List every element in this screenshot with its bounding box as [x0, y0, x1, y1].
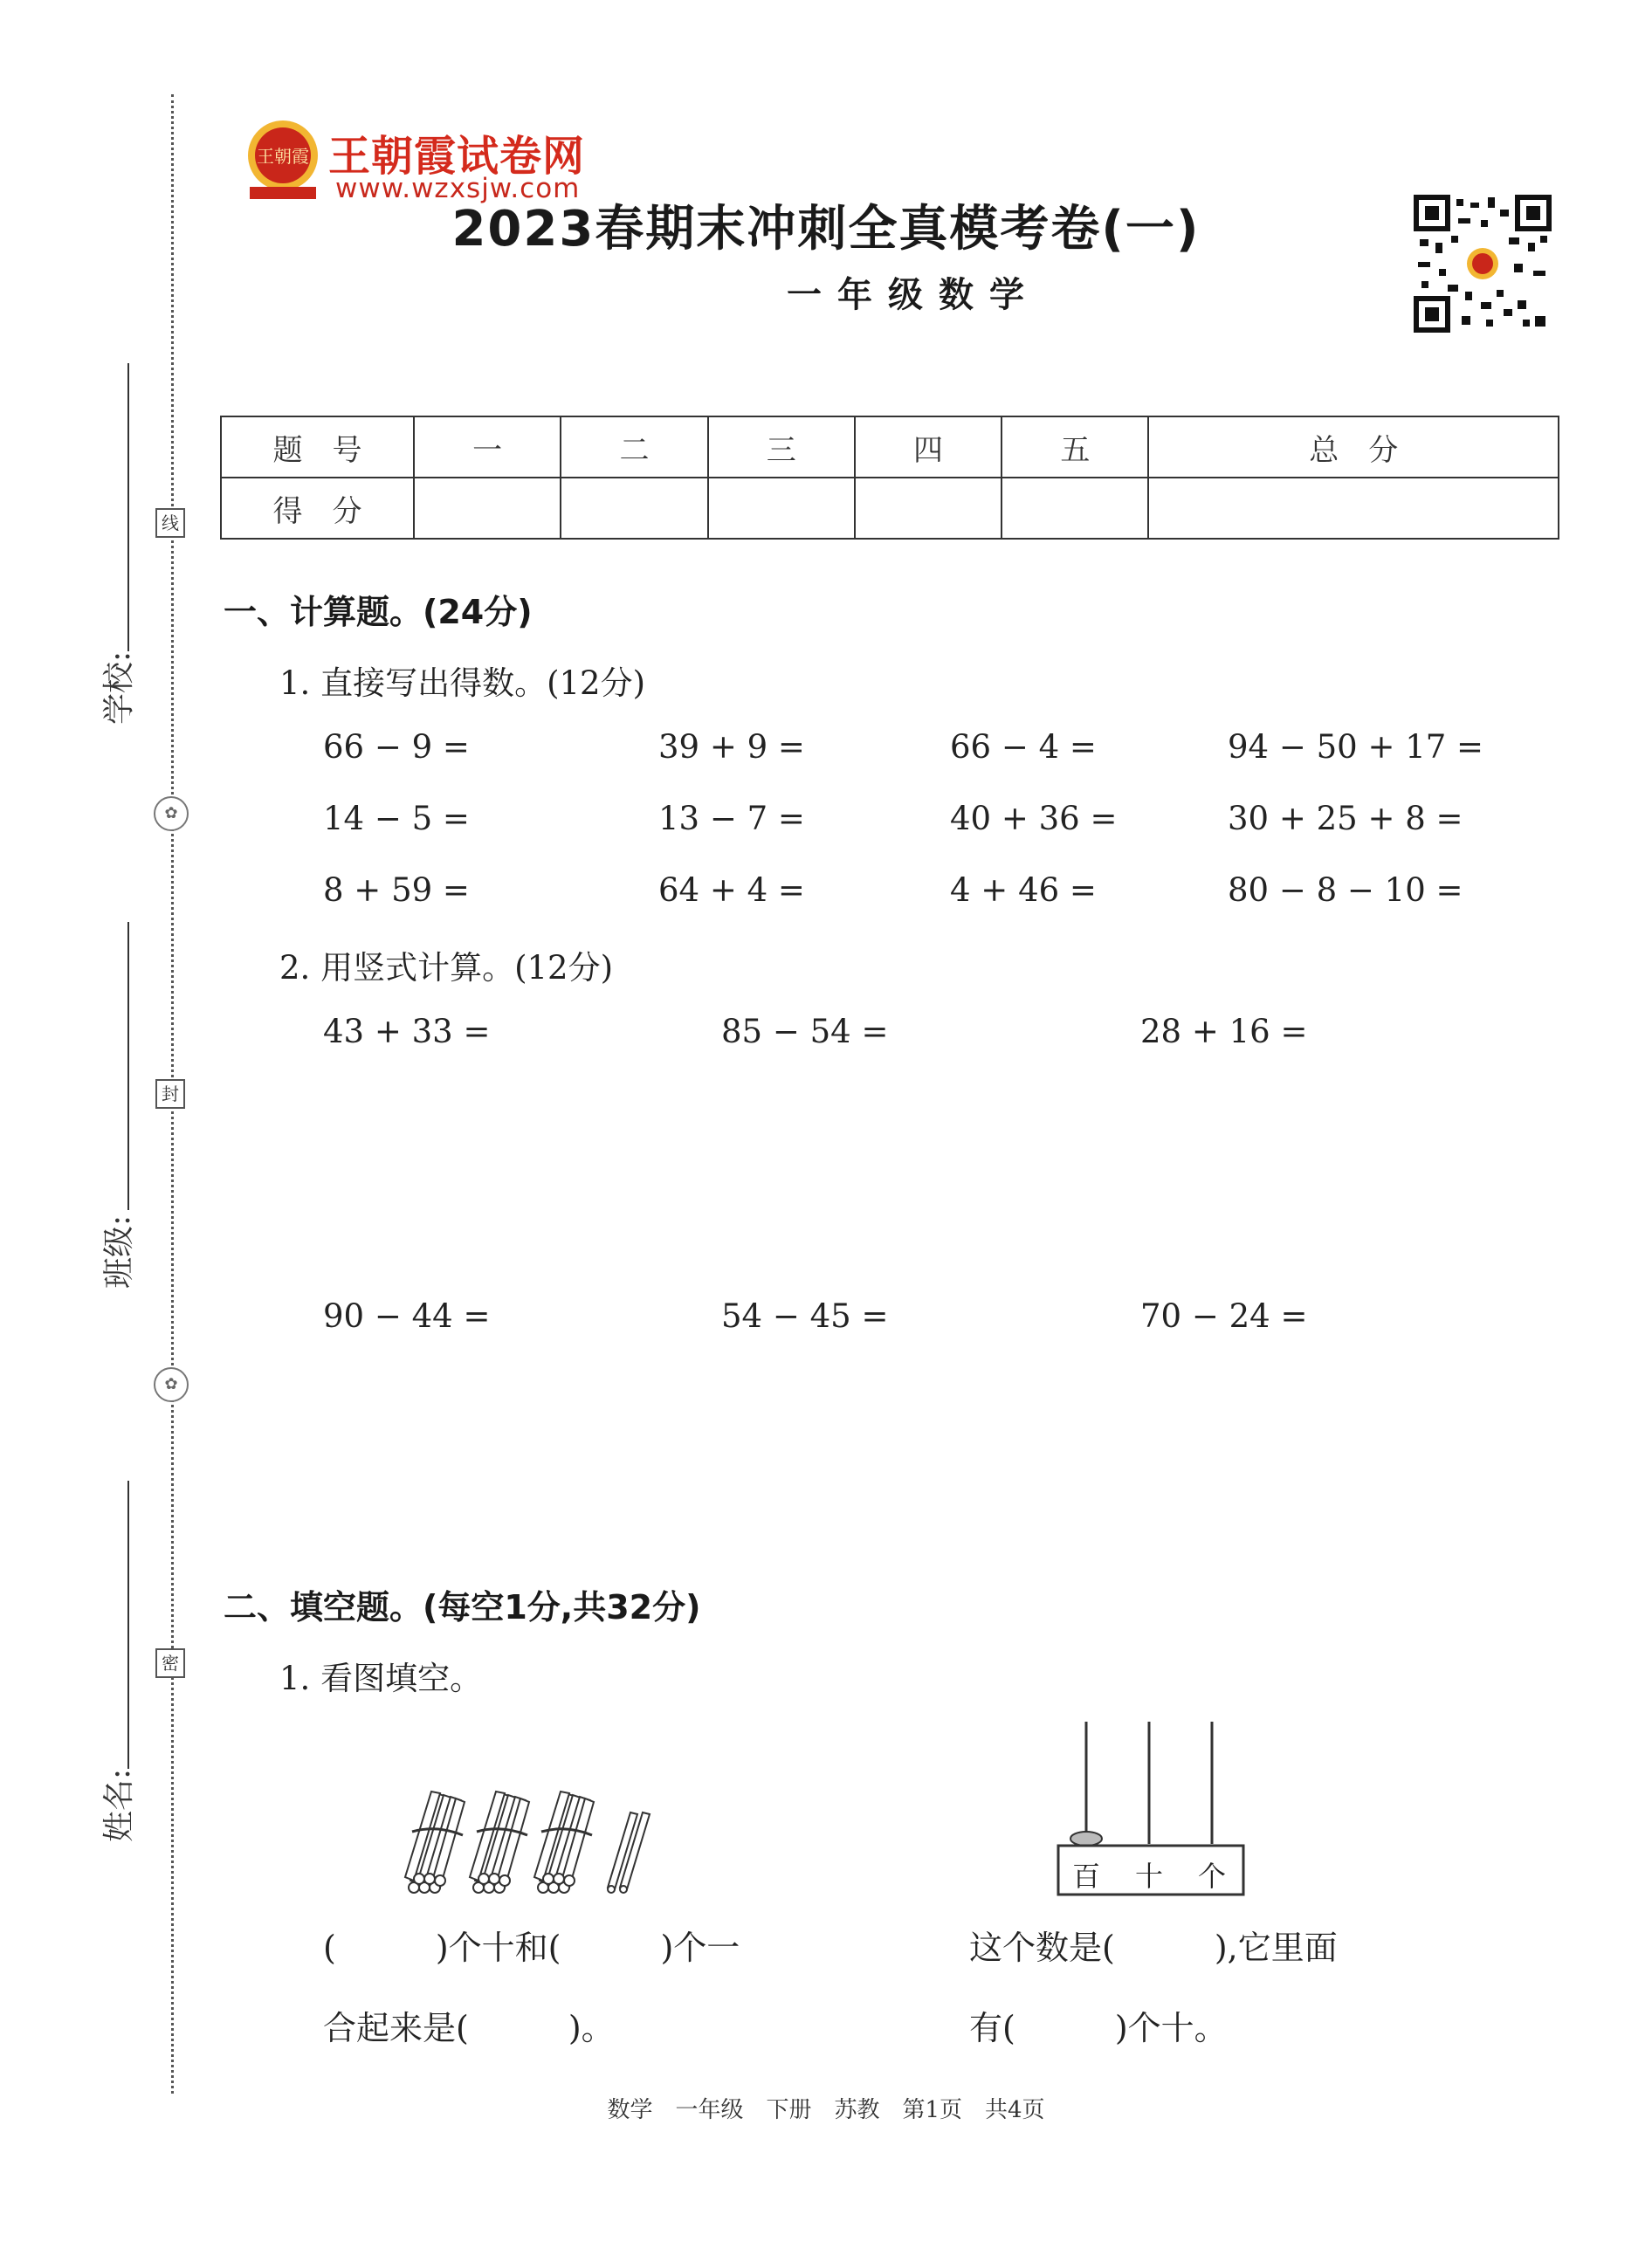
abacus-label-ones: 个	[1198, 1860, 1227, 1893]
score-cell[interactable]	[1148, 478, 1559, 539]
table-cell-header: 题 号	[221, 416, 414, 478]
oral-calc-item: 80 − 8 − 10 =	[1228, 871, 1463, 909]
seal-char-mi: 密	[155, 1648, 185, 1678]
score-table	[220, 416, 1559, 540]
section1-q2-label: 2. 用竖式计算。(12分)	[279, 949, 614, 987]
section1-heading: 一、计算题。(24分)	[224, 593, 533, 631]
table-cell-header: 五	[1002, 416, 1148, 478]
page-title: 2023春期末冲刺全真模考卷(一)	[451, 201, 1201, 258]
fill-blank-abacus-line2[interactable]: 有( )个十。	[969, 2009, 1228, 2047]
single-sticks-icon	[608, 1812, 650, 1893]
score-cell[interactable]	[1002, 478, 1148, 539]
ten-stick-bundle-icon	[470, 1792, 529, 1893]
score-table-header-row	[221, 416, 1559, 478]
page-subtitle: 一年级数学	[787, 275, 1040, 315]
score-cell[interactable]	[855, 478, 1002, 539]
school-label: 学校:	[101, 650, 137, 725]
abacus-label-hundreds: 百	[1072, 1860, 1101, 1893]
score-row-label: 得 分	[221, 478, 414, 539]
page-footer: 数学 一年级 下册 苏教 第1页 共4页	[607, 2097, 1045, 2123]
score-table-score-row	[221, 478, 1559, 539]
vertical-calc-item: 54 − 45 =	[721, 1297, 889, 1335]
abacus-bead-icon	[1070, 1832, 1102, 1846]
oral-calc-item: 39 + 9 =	[658, 728, 805, 766]
ten-stick-bundle-icon	[534, 1792, 594, 1893]
seal-emblem-icon: ✿	[154, 1367, 189, 1402]
oral-calc-item: 94 − 50 + 17 =	[1228, 728, 1484, 766]
oral-calc-item: 8 + 59 =	[323, 871, 470, 909]
oral-calc-item: 66 − 4 =	[950, 728, 1097, 766]
section2-q1-label: 1. 看图填空。	[279, 1660, 483, 1697]
ten-stick-bundle-icon	[405, 1792, 465, 1893]
score-cell[interactable]	[561, 478, 707, 539]
oral-calc-item: 14 − 5 =	[323, 800, 470, 837]
table-cell-header: 总 分	[1148, 416, 1559, 478]
score-cell[interactable]	[708, 478, 855, 539]
seal-char-xian: 线	[155, 508, 185, 538]
oral-calc-item: 4 + 46 =	[950, 871, 1097, 909]
score-cell[interactable]	[414, 478, 561, 539]
table-cell-header: 二	[561, 416, 707, 478]
fill-blank-sticks-line1[interactable]: ( )个十和( )个一	[323, 1929, 740, 1967]
oral-calc-item: 13 − 7 =	[658, 800, 805, 837]
oral-calc-item: 30 + 25 + 8 =	[1228, 800, 1463, 837]
brand-url[interactable]: www.wzxsjw.com	[335, 173, 581, 204]
class-label: 班级:	[101, 1214, 137, 1289]
abacus-label-tens: 十	[1135, 1860, 1164, 1893]
fill-blank-abacus-line1[interactable]: 这个数是( ),它里面	[969, 1929, 1338, 1967]
fill-blank-sticks-line2[interactable]: 合起来是( )。	[323, 2009, 615, 2047]
class-write-line[interactable]	[127, 922, 129, 1210]
section1-q1-label: 1. 直接写出得数。(12分)	[279, 664, 646, 702]
sticks-bundles-illustration	[402, 1786, 664, 1900]
vertical-calc-item: 43 + 33 =	[323, 1013, 491, 1050]
table-cell-header: 一	[414, 416, 561, 478]
brand-logo-icon	[246, 119, 320, 192]
vertical-calc-item: 90 − 44 =	[323, 1297, 491, 1335]
vertical-calc-item: 70 − 24 =	[1140, 1297, 1308, 1335]
table-cell-header: 三	[708, 416, 855, 478]
name-label: 姓名:	[101, 1768, 137, 1842]
school-write-line[interactable]	[127, 363, 129, 651]
oral-calc-item: 66 − 9 =	[323, 728, 470, 766]
name-write-line[interactable]	[127, 1481, 129, 1769]
seal-char-feng: 封	[155, 1079, 185, 1109]
qr-code-icon[interactable]	[1413, 194, 1552, 334]
seal-emblem-icon: ✿	[154, 796, 189, 831]
vertical-calc-item: 85 − 54 =	[721, 1013, 889, 1050]
oral-calc-item: 64 + 4 =	[658, 871, 805, 909]
table-cell-header: 四	[855, 416, 1002, 478]
logo-emblem-text: 王朝霞	[257, 146, 309, 167]
section2-heading: 二、填空题。(每空1分,共32分)	[224, 1588, 701, 1627]
abacus-illustration	[1055, 1718, 1247, 1898]
brand-name: 王朝霞试卷网	[328, 132, 586, 181]
vertical-calc-item: 28 + 16 =	[1140, 1013, 1308, 1050]
oral-calc-item: 40 + 36 =	[950, 800, 1118, 837]
